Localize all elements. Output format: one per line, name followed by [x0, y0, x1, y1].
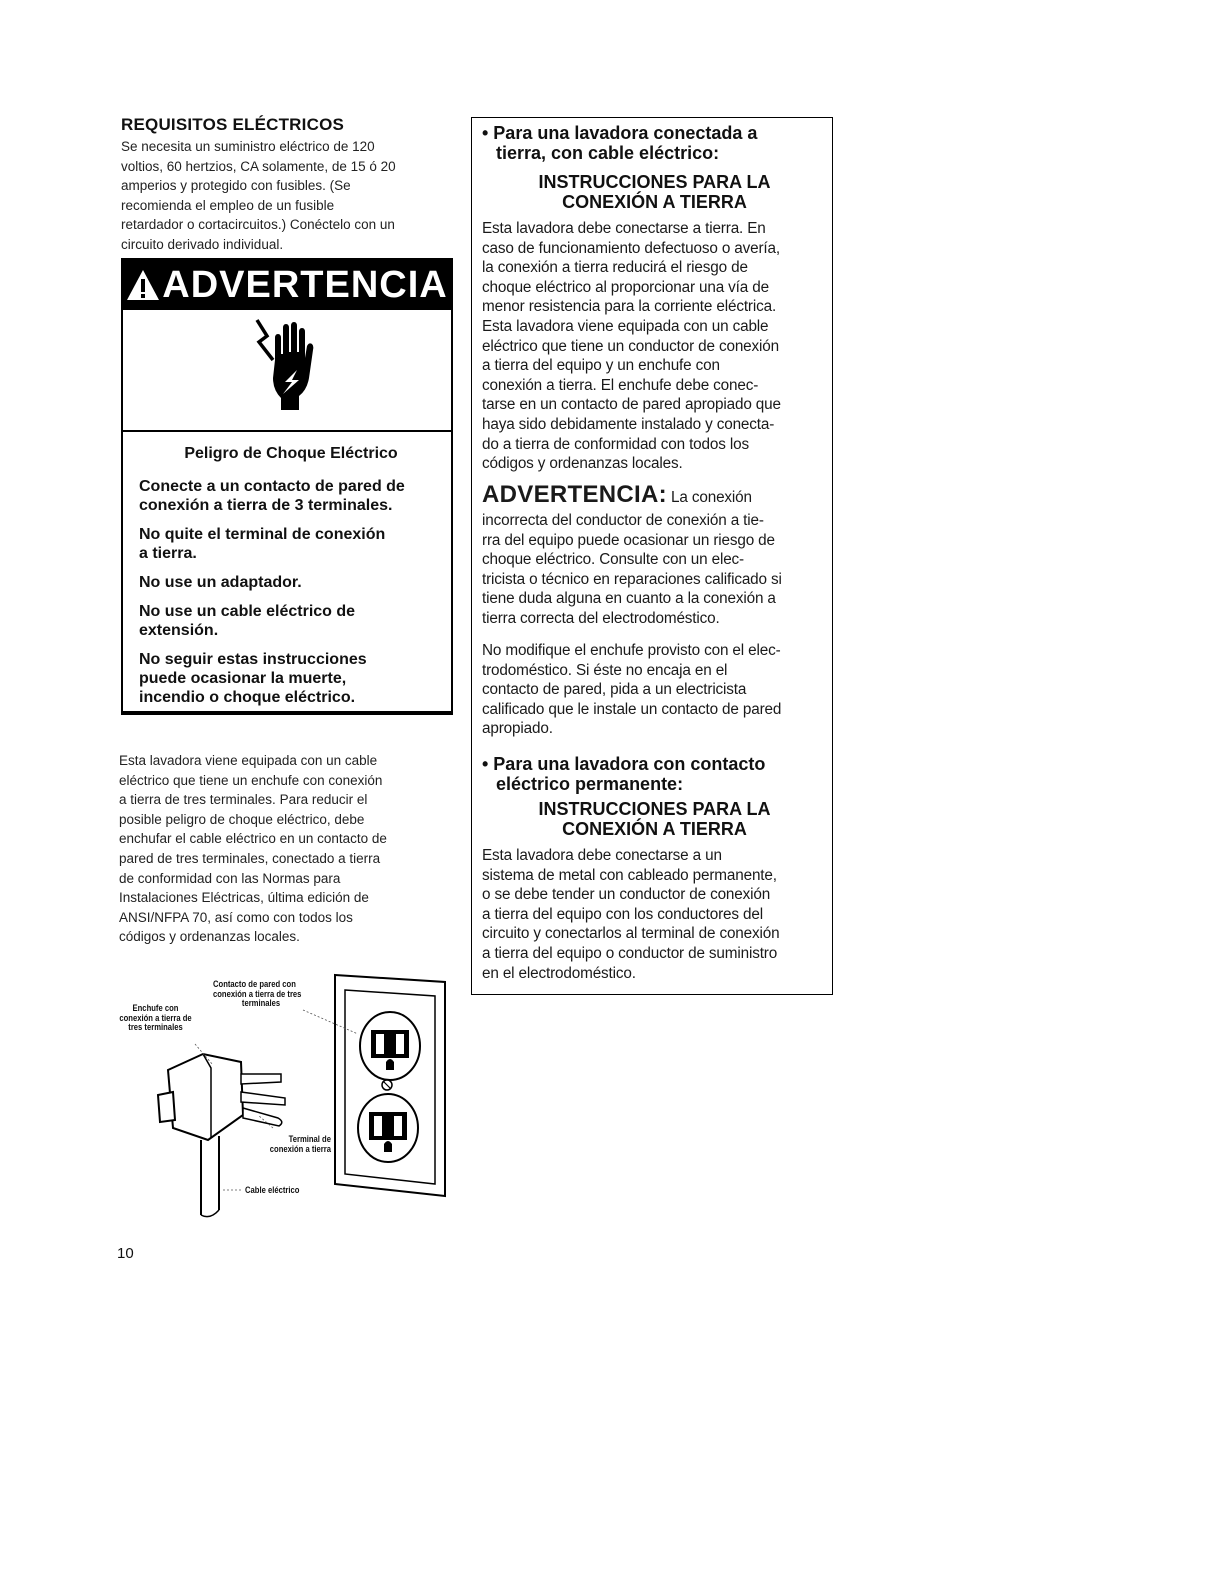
text-line: eléctrico que tiene un conductor de conexión [482, 337, 779, 355]
text-line: códigos y ordenanzas locales. [482, 455, 683, 473]
electric-shock-hand-icon [253, 318, 323, 418]
text-line: a tierra del equipo y un enchufe con [482, 357, 720, 375]
text-line: de conformidad con las Normas para [119, 870, 341, 886]
grounding-instructions-box [471, 117, 833, 995]
section1-modify-note [482, 641, 827, 739]
text-line: Contacto de pared con [213, 979, 296, 989]
warning-item [139, 573, 443, 592]
text-line: Enchufe con [132, 1003, 179, 1013]
plug-label [113, 1004, 198, 1033]
text-line: eléctrico que tiene un enchufe con conexión [119, 772, 383, 788]
electrical-requirements-title: REQUISITOS ELÉCTRICOS [121, 115, 345, 134]
warning-text [139, 445, 443, 717]
cord-label: Cable eléctrico [245, 1185, 300, 1195]
text-line: INSTRUCCIONES PARA LA [538, 799, 771, 819]
text-line: contacto de pared, pida a un electricista [482, 681, 747, 699]
text-line: • Para una lavadora conectada a [482, 123, 758, 143]
text-line: trodoméstico. Si éste no encaja en el [482, 661, 728, 679]
text-line: incorrecta del conductor de conexión a tie- [482, 512, 764, 529]
text-line: en el electrodoméstico. [482, 964, 636, 982]
electrical-requirements-text [121, 137, 451, 254]
warning-item [139, 525, 443, 563]
text-line: circuito y conectarlos al terminal de conexión [482, 925, 780, 943]
text-line: eléctrico permanente: [496, 774, 684, 794]
plug-paragraph [119, 751, 449, 947]
text-line: No seguir estas instrucciones [139, 651, 367, 668]
text-line: sistema de metal con cableado permanente, [482, 866, 777, 884]
section2-body [482, 846, 827, 983]
text-line: Instalaciones Eléctricas, última edición de [119, 890, 369, 906]
warning-item [139, 477, 443, 515]
text-line: retardador o cortacircuitos.) Conéctelo con un [121, 217, 395, 232]
text-line: la conexión a tierra reducirá el riesgo de [482, 259, 748, 277]
text-line: choque eléctrico. Consulte con un elec- [482, 551, 745, 569]
ground-terminal-label [263, 1135, 331, 1154]
text-line: tierra correcta del electrodoméstico. [482, 609, 720, 627]
warning-box [121, 258, 453, 715]
plug-outlet-illustration [113, 970, 458, 1225]
text-line: INSTRUCCIONES PARA LA [538, 172, 771, 192]
text-line: menor resistencia para la corriente eléctrica. [482, 298, 777, 316]
text-line: Se necesita un suministro eléctrico de 120 [121, 139, 375, 154]
text-line: enchufar el cable eléctrico en un contacto de [119, 831, 387, 847]
warning-triangle-icon [126, 269, 160, 301]
section2-heading [482, 754, 827, 794]
text-line: códigos y ordenanzas locales. [119, 929, 300, 945]
text-line: CONEXIÓN A TIERRA [562, 192, 747, 212]
warning-label: ADVERTENCIA: [482, 481, 667, 508]
warning-icon-area [123, 310, 451, 432]
text-line: a tierra de tres terminales. Para reducir el [119, 792, 368, 808]
text-line: rra del equipo puede ocasionar un riesgo de [482, 531, 775, 549]
text-line: Esta lavadora debe conectarse a tierra. En [482, 220, 766, 237]
text-line: Conecte a un contacto de pared de [139, 478, 405, 495]
text-line: a tierra. [139, 545, 197, 562]
text-line: posible peligro de choque eléctrico, debe [119, 811, 365, 827]
text-line: caso de funcionamiento defectuoso o avería, [482, 239, 780, 257]
text-line: tierra, con cable eléctrico: [496, 143, 720, 163]
text-line: incendio o choque eléctrico. [139, 689, 356, 706]
text-line: ANSI/NFPA 70, así como con todos los [119, 909, 353, 925]
text-line: tres terminales [128, 1022, 183, 1032]
warning-first-text: La conexión [671, 489, 752, 506]
text-line: choque eléctrico al proporcionar una vía de [482, 278, 769, 296]
section1-body [482, 219, 827, 474]
section1-heading [482, 123, 827, 163]
text-line: extensión. [139, 622, 219, 639]
section2-instructions-title [482, 799, 827, 839]
text-line: a tierra del equipo o conductor de suministro [482, 944, 778, 962]
text-line: terminales [241, 998, 281, 1008]
text-line: CONEXIÓN A TIERRA [562, 819, 747, 839]
text-line: puede ocasionar la muerte, [139, 670, 347, 687]
section1-warning [482, 482, 827, 629]
text-line: conexión a tierra de [119, 1012, 192, 1023]
text-line: conexión a tierra [269, 1143, 331, 1154]
text-line: tricista o técnico en reparaciones calificado si [482, 570, 782, 588]
text-line: o se debe tender un conductor de conexión [482, 886, 771, 904]
warning-header [123, 260, 451, 310]
text-line: • Para una lavadora con contacto [482, 754, 766, 774]
text-line: apropiado. [482, 720, 553, 738]
warning-header-text: ADVERTENCIA [162, 264, 448, 306]
section1-instructions-title [482, 172, 827, 212]
text-line: No use un cable eléctrico de [139, 603, 356, 620]
text-line: voltios, 60 hertzios, CA solamente, de 15 ó 20 [121, 158, 396, 174]
text-line: conexión a tierra de 3 terminales. [139, 497, 393, 514]
text-line: tarse en un contacto de pared apropiado que [482, 396, 781, 414]
text-line: Terminal de [288, 1134, 331, 1144]
warning-item [139, 602, 443, 640]
warning-first-line [482, 482, 827, 511]
text-line: amperios y protegido con fusibles. (Se [121, 178, 351, 193]
text-line: circuito derivado individual. [121, 236, 284, 252]
outlet-label [213, 980, 301, 1009]
warning-title: Peligro de Choque Eléctrico [184, 445, 398, 462]
text-line: calificado que le instale un contacto de pared [482, 700, 782, 718]
text-line: Esta lavadora debe conectarse a un [482, 847, 722, 864]
text-line: a tierra del equipo con los conductores del [482, 905, 763, 923]
text-line: do a tierra de conformidad con todos los [482, 435, 749, 453]
text-line: No modifique el enchufe provisto con el elec- [482, 642, 781, 659]
text-line: conexión a tierra. El enchufe debe conec- [482, 376, 759, 394]
text-line: haya sido debidamente instalado y conecta- [482, 415, 775, 433]
text-line: conexión a tierra de tres [213, 988, 302, 999]
text-line: No use un adaptador. [139, 574, 302, 591]
text-line: tiene duda alguna en cuanto a la conexión a [482, 590, 776, 608]
text-line: pared de tres terminales, conectado a tierra [119, 850, 381, 866]
text-line: recomienda el empleo de un fusible [121, 197, 335, 213]
page-number: 10 [117, 1245, 134, 1262]
text-line: Esta lavadora viene equipada con un cable [119, 753, 378, 768]
text-line: Esta lavadora viene equipada con un cable [482, 317, 769, 335]
text-line: No quite el terminal de conexión [139, 526, 386, 543]
warning-item [139, 650, 443, 707]
